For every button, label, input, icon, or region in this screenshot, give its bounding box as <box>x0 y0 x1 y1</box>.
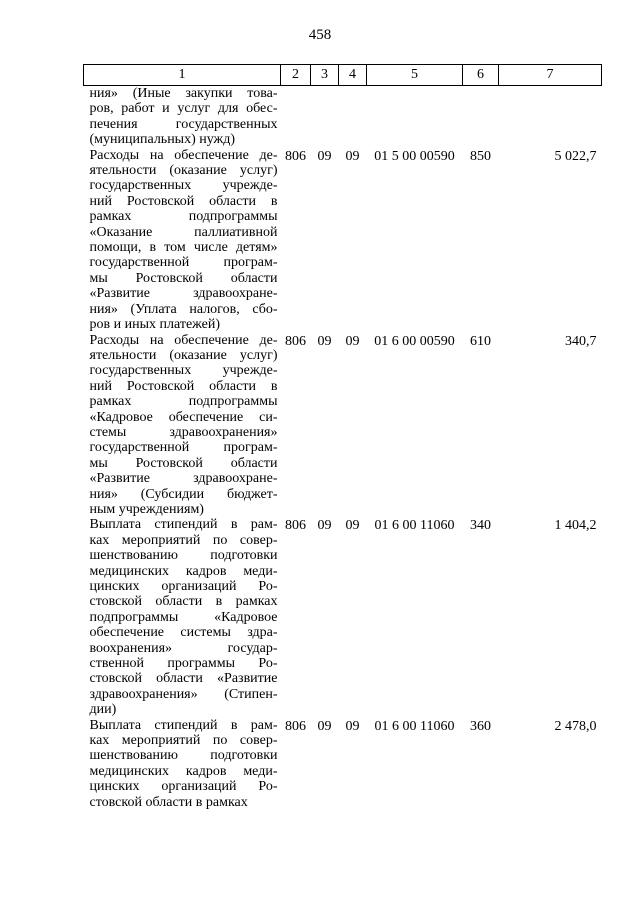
description-line: ках мероприятий по совер- <box>89 532 278 548</box>
description-line: стовской области в рамках <box>89 794 248 810</box>
cell-expense-type: 610 <box>470 333 491 349</box>
cell-section: 09 <box>317 718 332 734</box>
description-line: государственной програм- <box>89 440 278 456</box>
cell-admin-code <box>281 86 311 148</box>
cell-expense-type: 360 <box>470 718 491 734</box>
header-col-1: 1 <box>84 65 281 86</box>
description-line: шенствованию подготовки <box>89 548 278 564</box>
row-description <box>84 718 281 810</box>
description-line: Выплата стипендий в рам- <box>89 717 278 733</box>
description-line: медицинских кадров меди- <box>89 763 278 779</box>
description-line: рамках подпрограммы <box>89 394 278 410</box>
description-line: ках мероприятий по совер- <box>89 733 278 749</box>
header-col-5: 5 <box>367 65 463 86</box>
description-line: мы Ростовской области <box>89 455 278 471</box>
description-line: дии) <box>89 702 117 718</box>
cell-subsection: 09 <box>345 518 360 534</box>
description-line: ров, работ и услуг для обес- <box>89 101 278 117</box>
description-line: государственных учрежде- <box>89 178 278 194</box>
cell-subsection <box>339 86 367 148</box>
description-line: ятельности (оказание услуг) <box>89 163 278 179</box>
cell-amount: 340,7 <box>565 333 597 349</box>
description-line: государственных учрежде- <box>89 363 278 379</box>
description-line: ния» (Субсидии бюджет- <box>89 486 278 502</box>
description-line: медицинских кадров меди- <box>89 563 278 579</box>
cell-expense-type <box>463 86 499 148</box>
cell-amount: 5 022,7 <box>554 148 597 164</box>
cell-target-article <box>367 86 463 148</box>
cell-expense-type: 850 <box>470 148 491 164</box>
row-description <box>84 148 281 333</box>
row-description <box>84 517 281 717</box>
table-header <box>84 65 602 86</box>
header-col-7: 7 <box>499 65 602 86</box>
table-row <box>84 333 602 518</box>
description-line: цинских организаций Ро- <box>89 579 278 594</box>
description-line: «Развитие здравоохране- <box>89 471 278 487</box>
description-line: ния» (Уплата налогов, сбо- <box>89 301 278 317</box>
description-line: Расходы на обеспечение де- <box>89 147 278 163</box>
row-description <box>84 86 281 148</box>
description-line: помощи, в том числе детям» <box>89 240 278 256</box>
header-col-3: 3 <box>311 65 339 86</box>
row-description <box>84 333 281 518</box>
page-number: 458 <box>308 27 332 43</box>
cell-section: 09 <box>317 518 332 534</box>
description-line: государственной програм- <box>89 255 278 271</box>
description-line: ния» (Иные закупки това- <box>89 86 278 101</box>
cell-target-article: 01 6 00 11060 <box>374 518 455 534</box>
cell-target-article: 01 6 00 11060 <box>374 718 455 734</box>
cell-admin-code: 806 <box>285 333 306 349</box>
cell-admin-code: 806 <box>285 518 306 534</box>
description-line: печения государственных <box>89 116 278 132</box>
description-line: (муниципальных) нужд) <box>89 132 236 148</box>
cell-subsection: 09 <box>345 718 360 734</box>
description-line: шенствованию подготовки <box>89 748 278 764</box>
description-line: ственной программы Ро- <box>89 656 278 672</box>
description-line: ятельности (оказание услуг) <box>89 347 278 363</box>
cell-target-article: 01 6 00 00590 <box>374 333 455 349</box>
cell-amount <box>499 86 602 148</box>
cell-admin-code: 806 <box>285 718 306 734</box>
cell-admin-code: 806 <box>285 148 306 164</box>
description-line: воохранения» государ- <box>89 640 278 656</box>
table-row <box>84 517 602 717</box>
description-line: рамках подпрограммы <box>89 209 278 225</box>
description-line: Выплата стипендий в рам- <box>89 517 278 533</box>
description-line: цинских организаций Ро- <box>89 779 278 795</box>
header-col-2: 2 <box>281 65 311 86</box>
table-row <box>84 86 602 148</box>
cell-subsection: 09 <box>345 333 360 349</box>
description-line: подпрограммы «Кадровое <box>89 609 278 625</box>
budget-table <box>83 64 602 810</box>
cell-section: 09 <box>317 148 332 164</box>
description-line: ний Ростовской области в <box>89 193 278 209</box>
header-col-4: 4 <box>339 65 367 86</box>
header-row <box>84 65 602 86</box>
table-row <box>84 718 602 810</box>
cell-expense-type: 340 <box>470 518 491 534</box>
description-line: ров и иных платежей) <box>89 317 221 333</box>
description-line: стовской области «Развитие <box>89 671 278 687</box>
description-line: ным учреждениям) <box>89 501 204 517</box>
cell-subsection: 09 <box>345 148 360 164</box>
cell-section <box>311 86 339 148</box>
table-row <box>84 148 602 333</box>
description-line: мы Ростовской области <box>89 270 278 286</box>
description-line: здравоохранения» (Стипен- <box>89 686 278 702</box>
description-line: «Оказание паллиативной <box>89 224 278 240</box>
description-line: ний Ростовской области в <box>89 378 278 394</box>
cell-target-article: 01 5 00 00590 <box>374 148 455 164</box>
table-body <box>84 86 602 811</box>
description-line: обеспечение системы здра- <box>89 625 278 641</box>
description-line: стовской области в рамках <box>89 594 278 610</box>
cell-amount: 1 404,2 <box>554 518 597 534</box>
description-line: Расходы на обеспечение де- <box>89 332 278 348</box>
description-line: стемы здравоохранения» <box>89 424 278 440</box>
header-col-6: 6 <box>463 65 499 86</box>
description-line: «Кадровое обеспечение си- <box>89 409 278 425</box>
cell-section: 09 <box>317 333 332 349</box>
cell-amount: 2 478,0 <box>554 718 597 734</box>
description-line: «Развитие здравоохране- <box>89 286 278 302</box>
